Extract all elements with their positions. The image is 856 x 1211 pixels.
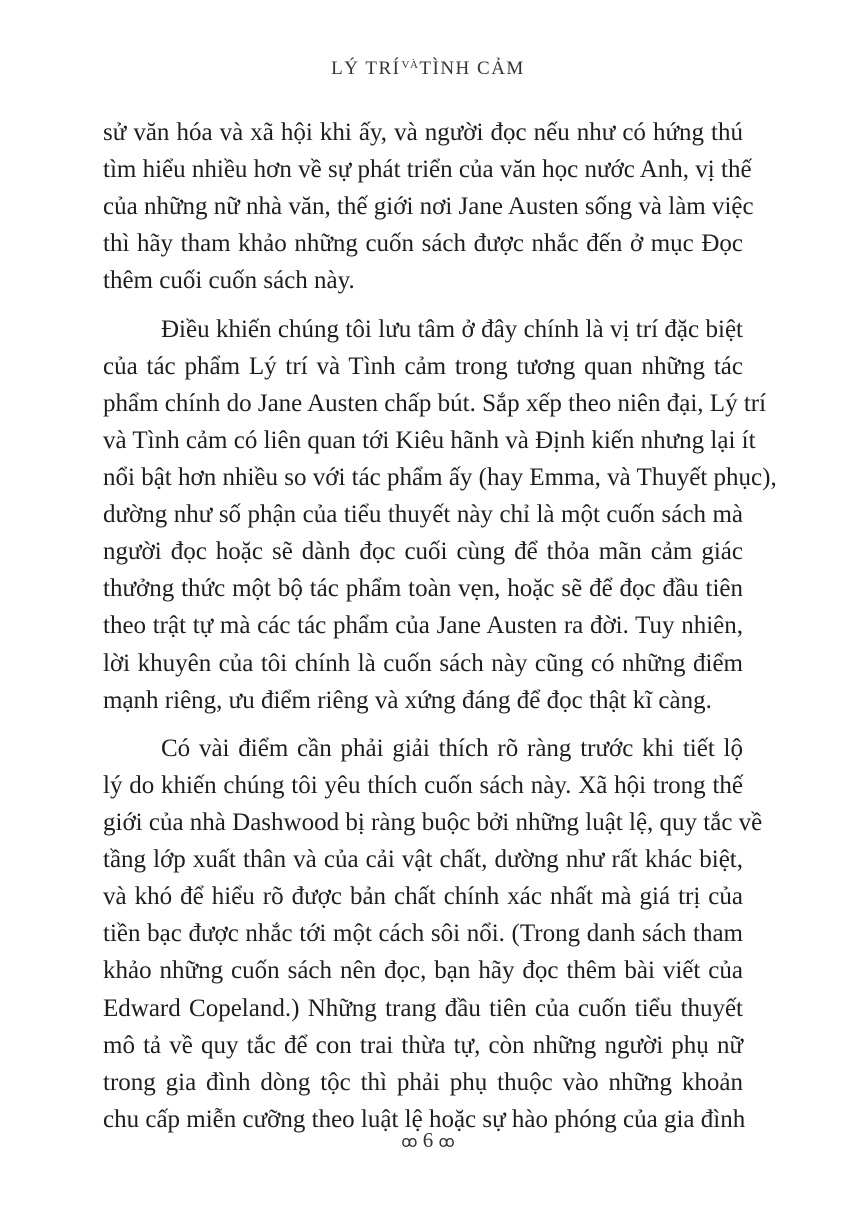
text-line: thưởng thức một bộ tác phẩm toàn vẹn, hoặc sẽ để đọc đầu tiên xyxy=(103,575,743,603)
text-line: phẩm chính do Jane Austen chấp bút. Sắp xếp theo niên đại, Lý trí xyxy=(103,389,767,417)
text-line: lời khuyên của tôi chính là cuốn sách này cũng có những điểm xyxy=(103,649,743,677)
left-ornament-icon: ꝏ xyxy=(401,1132,418,1151)
paragraph-3 xyxy=(103,730,763,1138)
text-line: và Tình cảm có liên quan tới Kiêu hãnh và Định kiến nhưng lại ít xyxy=(103,426,756,454)
text-line: Điều khiến chúng tôi lưu tâm ở đây chính là vị trí đặc biệt xyxy=(161,315,743,343)
page-footer xyxy=(0,1128,856,1153)
running-head-title-part1: LÝ TRÍ xyxy=(331,58,401,79)
text-line: tìm hiểu nhiều hơn về sự phát triển của văn học nước Anh, vị thế xyxy=(103,156,752,184)
text-line: tiền bạc được nhắc tới một cách sôi nổi. (Trong danh sách tham xyxy=(103,920,743,948)
text-line: giới của nhà Dashwood bị ràng buộc bởi những luật lệ, quy tắc về xyxy=(103,808,763,836)
text-line: lý do khiến chúng tôi yêu thích cuốn sách này. Xã hội trong thế xyxy=(103,771,743,799)
body-text xyxy=(103,114,777,1138)
text-line: thêm cuối cuốn sách này. xyxy=(103,267,355,295)
right-ornament-icon: ꝏ xyxy=(438,1132,455,1151)
text-line: Edward Copeland.) Những trang đầu tiên của cuốn tiểu thuyết xyxy=(103,994,743,1022)
text-line: tầng lớp xuất thân và của cải vật chất, dường như rất khác biệt, xyxy=(103,846,743,874)
text-line: mô tả về quy tắc để con trai thừa tự, còn những người phụ nữ xyxy=(103,1031,743,1059)
text-line: nổi bật hơn nhiều so với tác phẩm ấy (hay Emma, và Thuyết phục), xyxy=(103,463,777,491)
text-line: theo trật tự mà các tác phẩm của Jane Austen ra đời. Tuy nhiên, xyxy=(103,612,743,640)
text-line: khảo những cuốn sách nên đọc, bạn hãy đọc thêm bài viết của xyxy=(103,957,743,985)
text-line: của những nữ nhà văn, thế giới nơi Jane Austen sống và làm việc xyxy=(103,193,754,221)
text-line: sử văn hóa và xã hội khi ấy, và người đọc nếu như có hứng thú xyxy=(103,119,743,146)
text-line: trong gia đình dòng tộc thì phải phụ thuộc vào những khoản xyxy=(103,1068,743,1096)
text-line: mạnh riêng, ưu điểm riêng và xứng đáng để đọc thật kĩ càng. xyxy=(103,686,712,714)
text-line: chu cấp miễn cưỡng theo luật lệ hoặc sự hào phóng của gia đình xyxy=(103,1105,746,1133)
text-line: Có vài điểm cần phải giải thích rõ ràng trước khi tiết lộ xyxy=(161,734,743,762)
text-line: và khó để hiểu rõ được bản chất chính xác nhất mà giá trị của xyxy=(103,883,743,911)
text-line: thì hãy tham khảo những cuốn sách được nhắc đến ở mục Đọc xyxy=(103,230,743,258)
running-head xyxy=(0,58,856,80)
text-line: dường như số phận của tiểu thuyết này chỉ là một cuốn sách mà xyxy=(103,501,743,529)
text-line: người đọc hoặc sẽ dành đọc cuối cùng để thỏa mãn cảm giác xyxy=(103,538,743,566)
running-head-title-part2: TÌNH CẢM xyxy=(419,58,525,79)
text-line: của tác phẩm Lý trí và Tình cảm trong tương quan những tác xyxy=(103,352,743,380)
paragraph-1 xyxy=(103,114,754,300)
paragraph-2 xyxy=(103,311,777,719)
page-number: 6 xyxy=(422,1128,434,1152)
running-head-conjunction: VÀ xyxy=(401,59,419,71)
